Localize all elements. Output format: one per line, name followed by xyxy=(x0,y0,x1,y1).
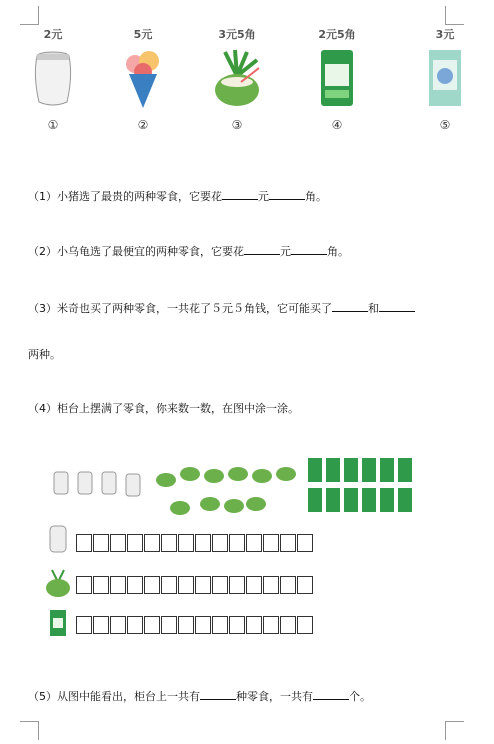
grid-cell[interactable] xyxy=(144,534,160,552)
product-3 xyxy=(202,26,272,132)
grid-cell[interactable] xyxy=(178,576,194,594)
coconut-drink-icon xyxy=(207,46,267,110)
green-drink-box-icon xyxy=(44,608,72,638)
question-3-continuation: 两种。 xyxy=(28,348,61,361)
grid-cell[interactable] xyxy=(229,534,245,552)
answer-blank[interactable] xyxy=(269,189,305,200)
coconut-color-grid[interactable] xyxy=(76,576,314,594)
question-4: （4）柜台上摆满了零食，你来数一数，在图中涂一涂。 xyxy=(28,402,299,415)
yogurt-jar-icon xyxy=(23,46,83,110)
grid-cell[interactable] xyxy=(76,576,92,594)
corner-mark-bottom-left xyxy=(20,721,39,740)
coconut-group xyxy=(156,467,296,515)
grid-cell[interactable] xyxy=(212,616,228,634)
grid-cell[interactable] xyxy=(280,534,296,552)
answer-blank[interactable] xyxy=(200,689,236,700)
product-1 xyxy=(18,26,88,132)
grid-cell[interactable] xyxy=(212,534,228,552)
corner-mark-top-left xyxy=(20,6,39,25)
product-price: 3元5角 xyxy=(218,28,256,41)
grid-cell[interactable] xyxy=(263,616,279,634)
yogurt-group xyxy=(54,472,140,496)
grid-cell[interactable] xyxy=(263,576,279,594)
question-5: （5）从图中能看出，柜台上一共有 种零食，一共有 个。 xyxy=(28,690,371,703)
grid-cell[interactable] xyxy=(110,616,126,634)
product-number: ① xyxy=(47,118,59,132)
grid-cell[interactable] xyxy=(246,576,262,594)
grid-cell[interactable] xyxy=(263,534,279,552)
question-1: （1）小猪选了最贵的两种零食，它要花 元 角。 xyxy=(28,190,327,203)
grid-cell[interactable] xyxy=(246,534,262,552)
grid-cell[interactable] xyxy=(110,576,126,594)
counter-display xyxy=(50,454,420,520)
answer-blank[interactable] xyxy=(332,301,368,312)
product-price: 3元 xyxy=(435,28,455,41)
grid-cell[interactable] xyxy=(178,616,194,634)
grid-cell[interactable] xyxy=(297,576,313,594)
product-number: ④ xyxy=(331,118,343,132)
grid-cell[interactable] xyxy=(161,616,177,634)
grid-cell[interactable] xyxy=(127,576,143,594)
grid-cell[interactable] xyxy=(144,616,160,634)
question-2: （2）小乌龟选了最便宜的两种零食，它要花 元 角。 xyxy=(28,245,349,258)
grid-cell[interactable] xyxy=(93,576,109,594)
grid-cell[interactable] xyxy=(229,616,245,634)
grid-cell[interactable] xyxy=(161,576,177,594)
answer-blank[interactable] xyxy=(313,689,349,700)
grid-cell[interactable] xyxy=(127,616,143,634)
yogurt-jar-icon xyxy=(44,524,72,554)
product-price: 2元 xyxy=(43,28,63,41)
grid-cell[interactable] xyxy=(212,576,228,594)
grid-cell[interactable] xyxy=(195,576,211,594)
grid-cell[interactable] xyxy=(93,616,109,634)
green-drink-box-icon xyxy=(307,46,367,110)
corner-mark-bottom-right xyxy=(445,721,464,740)
drink-box-group xyxy=(308,458,412,512)
product-number: ③ xyxy=(231,118,243,132)
grid-cell[interactable] xyxy=(297,616,313,634)
grid-cell[interactable] xyxy=(161,534,177,552)
grid-cell[interactable] xyxy=(280,576,296,594)
coconut-drink-icon xyxy=(44,568,72,598)
product-number: ② xyxy=(137,118,149,132)
product-4 xyxy=(302,26,372,132)
grid-cell[interactable] xyxy=(246,616,262,634)
question-3: （3）米奇也买了两种零食，一共花了５元５角钱，它可能买了 和 xyxy=(28,300,415,316)
grid-cell[interactable] xyxy=(229,576,245,594)
grid-cell[interactable] xyxy=(76,616,92,634)
product-price: 5元 xyxy=(133,28,153,41)
grid-cell[interactable] xyxy=(110,534,126,552)
answer-blank[interactable] xyxy=(291,244,327,255)
grid-cell[interactable] xyxy=(144,576,160,594)
answer-blank[interactable] xyxy=(244,244,280,255)
product-5 xyxy=(410,26,480,132)
ice-cream-cone-icon xyxy=(113,46,173,110)
product-price: 2元5角 xyxy=(318,28,356,41)
grid-cell[interactable] xyxy=(280,616,296,634)
product-number: ⑤ xyxy=(439,118,451,132)
grid-cell[interactable] xyxy=(93,534,109,552)
grid-cell[interactable] xyxy=(195,616,211,634)
drink-color-grid[interactable] xyxy=(76,616,314,634)
product-2 xyxy=(108,26,178,132)
answer-blank[interactable] xyxy=(222,189,258,200)
snack-bag-icon xyxy=(415,46,475,110)
answer-blank[interactable] xyxy=(379,301,415,312)
grid-cell[interactable] xyxy=(297,534,313,552)
corner-mark-top-right xyxy=(445,6,464,25)
grid-cell[interactable] xyxy=(76,534,92,552)
grid-cell[interactable] xyxy=(195,534,211,552)
grid-cell[interactable] xyxy=(127,534,143,552)
grid-cell[interactable] xyxy=(178,534,194,552)
yogurt-color-grid[interactable] xyxy=(76,534,314,552)
